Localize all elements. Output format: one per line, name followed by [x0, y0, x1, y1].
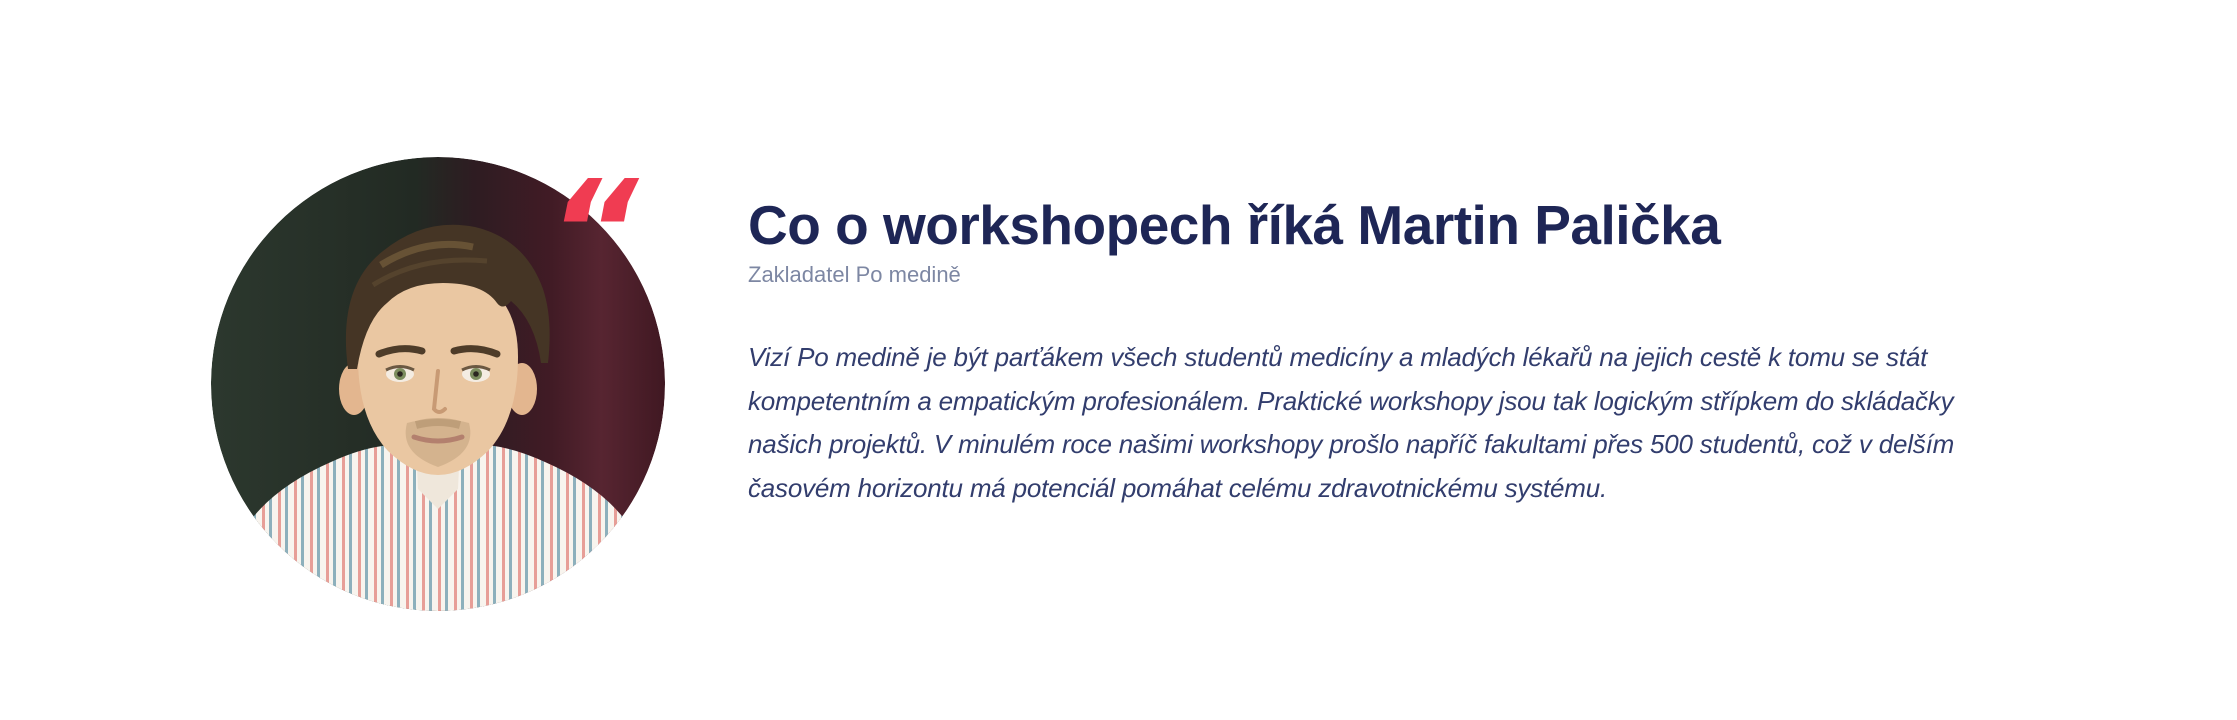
portrait-photo — [211, 151, 665, 611]
portrait-illustration — [211, 151, 665, 611]
testimonial-subheading: Zakladatel Po medině — [748, 262, 961, 287]
testimonial-heading: Co o workshopech říká Martin Palička — [748, 194, 1721, 256]
testimonial-quote: Vizí Po medině je být parťákem všech studentů medicíny a mladých lékařů na jejich cestě k tomu se stát kompetentním a empatickým profesionálem. Praktické workshopy jsou tak logickým střípkem do skládačky našich projektů. V minulém roce našimi workshopy prošlo napříč fakultami přes 500 studentů, což v delším časovém horizontu má potenciál pomáhat celému zdravotnickému systému. — [748, 342, 1955, 503]
quote-icon: “ — [548, 151, 639, 314]
